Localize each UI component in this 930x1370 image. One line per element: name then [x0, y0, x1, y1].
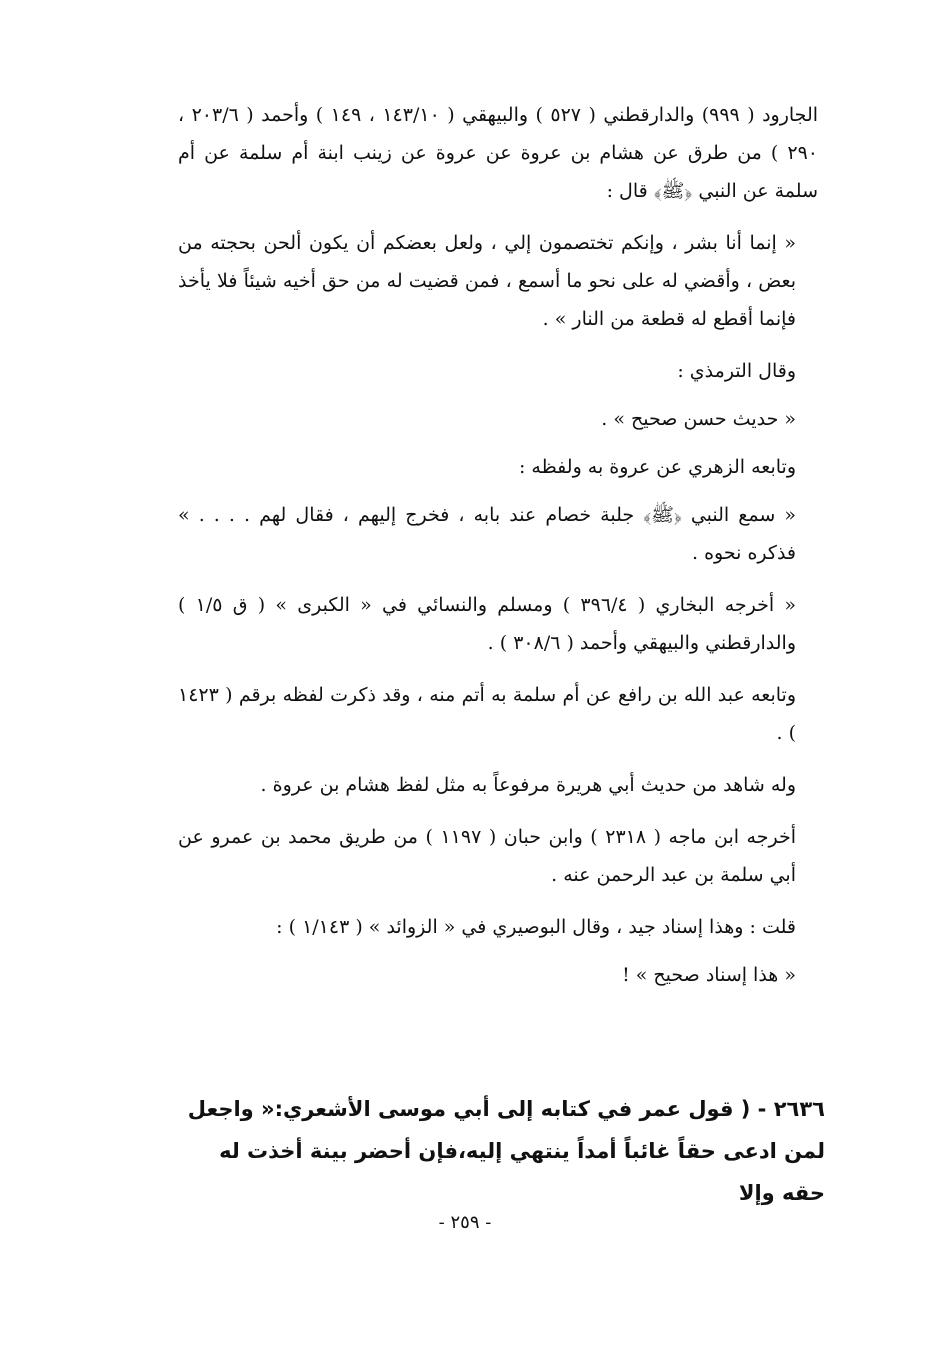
paragraph-sources: الجارود ( ٩٩٩) والدارقطني ( ٥٢٧ ) والبيهقي ( ١٤٣/١٠ ، ١٤٩ ) وأحمد ( ٢٠٣/٦ ، ٢٩٠ ) من طرق عن هشام بن عروة عن عروة عن زينب ابنة أم سلمة عن أم سلمة عن النبي ﴿ﷺ﴾ قال :: [178, 104, 819, 202]
paragraph-witness: وله شاهد من حديث أبي هريرة مرفوعاً به مثل لفظ هشام بن عروة .: [260, 774, 796, 796]
paragraph-isnad-sahih: « هذا إسناد صحيح » !: [622, 964, 796, 986]
paragraph-ibn-majah: أخرجه ابن ماجه ( ٢٣١٨ ) وابن حبان ( ١١٩٧ ) من طريق محمد بن عمرو عن أبي سلمة بن عبد الرحمن عنه .: [178, 826, 796, 886]
paragraph-zuhri-text: « سمع النبي ﴿ﷺ﴾ جلبة خصام عند بابه ، فخرج إليهم ، فقال لهم . . . . » فذكره نحوه .: [178, 504, 796, 564]
paragraph-tirmidhi-intro: وقال الترمذي :: [677, 360, 796, 382]
paragraph-hadith-text: « إنما أنا بشر ، وإنكم تختصمون إلي ، ولعل بعضكم أن يكون ألحن بحجته من بعض ، وأقضي له على نحو ما أسمع ، فمن قضيت له من حق أخيه شيئاً فلا يأخذ فإنما أقطع له قطعة من النار » .: [178, 232, 796, 330]
paragraph-abdullah-rafi: وتابعه عبد الله بن رافع عن أم سلمة به أتم منه ، وقد ذكرت لفظه برقم ( ١٤٢٣ ) .: [178, 684, 796, 744]
page-number: - ٢٥٩ -: [438, 1212, 492, 1233]
paragraph-tirmidhi-grade: « حديث حسن صحيح » .: [601, 408, 796, 430]
hadith-heading: ٢٦٣٦ - ( قول عمر في كتابه إلى أبي موسى الأشعري:« واجعل لمن ادعى حقاً غائباً أمداً ينتهي إليه،فإن أحضر بينة أخذت له حقه وإلا: [187, 1097, 825, 1205]
page-body: [178, 96, 818, 1008]
paragraph-busiri: قلت : وهذا إسناد جيد ، وقال البوصيري في « الزوائد » ( ١/١٤٣ ) :: [276, 916, 796, 938]
paragraph-zuhri-intro: وتابعه الزهري عن عروة به ولفظه :: [518, 456, 796, 478]
paragraph-bukhari-source: « أخرجه البخاري ( ٣٩٦/٤ ) ومسلم والنسائي في « الكبرى » ( ق ١/٥ ) والدارقطني والبيهقي وأحمد ( ٣٠٨/٦ ) .: [178, 594, 797, 654]
